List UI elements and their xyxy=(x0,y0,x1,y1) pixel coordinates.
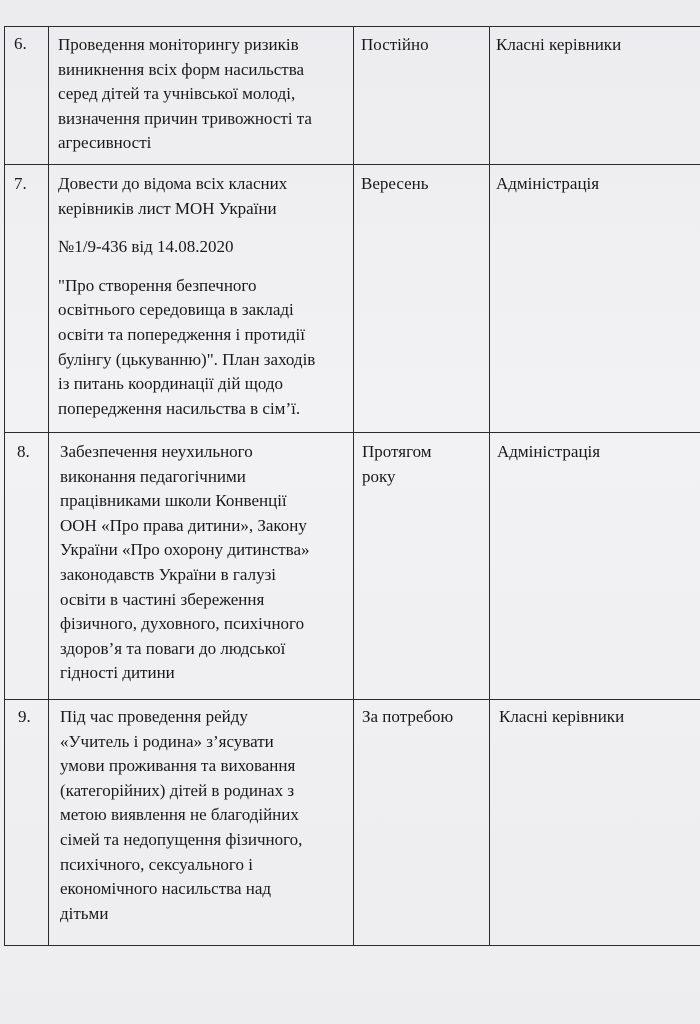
table-horizontal-border xyxy=(4,432,700,433)
table-row xyxy=(0,164,700,432)
term-cell: Протягом року xyxy=(362,442,432,486)
activity-cell: Під час проведення рейду «Учитель і родина» з’ясувати умови проживання та виховання (категорійних) дітей в родинах з метою виявлення не благодійних сімей та недопущення фізичного, психічного, сексуального і економічного насильства над дітьми xyxy=(60,707,303,923)
term-cell: Постійно xyxy=(361,35,429,54)
table-row xyxy=(0,699,700,945)
activity-cell: Забезпечення неухильного виконання педагогічними працівниками школи Конвенції ООН «Про права дитини», Закону України «Про охорону дитинства» законодавств України в галузі освіти в частині збереження фізичного, духовного, психічного здоров’я та поваги до людської гідності дитини xyxy=(60,442,310,683)
term-cell: Вересень xyxy=(361,174,429,193)
activity-cell: Довести до відома всіх класних керівників лист МОН України №1/9-436 від 14.08.2020 "Про створення безпечного освітнього середовища в закладі освіти та попередження і протидії булінгу (цькуванню)". План заходів із питань координації дій щодо попередження насильства в сім’ї. xyxy=(58,174,316,418)
table-horizontal-border xyxy=(4,164,700,165)
row-number: 8. xyxy=(17,442,30,461)
responsible-cell: Класні керівники xyxy=(499,707,625,726)
responsible-cell: Класні керівники xyxy=(496,35,622,54)
table-row xyxy=(0,432,700,699)
table-horizontal-border xyxy=(4,699,700,700)
row-number: 9. xyxy=(18,707,31,726)
table-horizontal-border xyxy=(4,26,700,27)
row-number: 6. xyxy=(14,34,27,53)
table-horizontal-border xyxy=(4,945,700,946)
row-number: 7. xyxy=(14,174,27,193)
responsible-cell: Адміністрація xyxy=(497,442,601,461)
responsible-cell: Адміністрація xyxy=(496,174,600,193)
activity-cell: Проведення моніторингу ризиків виникнення всіх форм насильства серед дітей та учнівської молоді, визначення причин тривожності та агресивності xyxy=(58,35,312,153)
term-cell: За потребою xyxy=(362,707,454,726)
table-row xyxy=(0,26,700,164)
